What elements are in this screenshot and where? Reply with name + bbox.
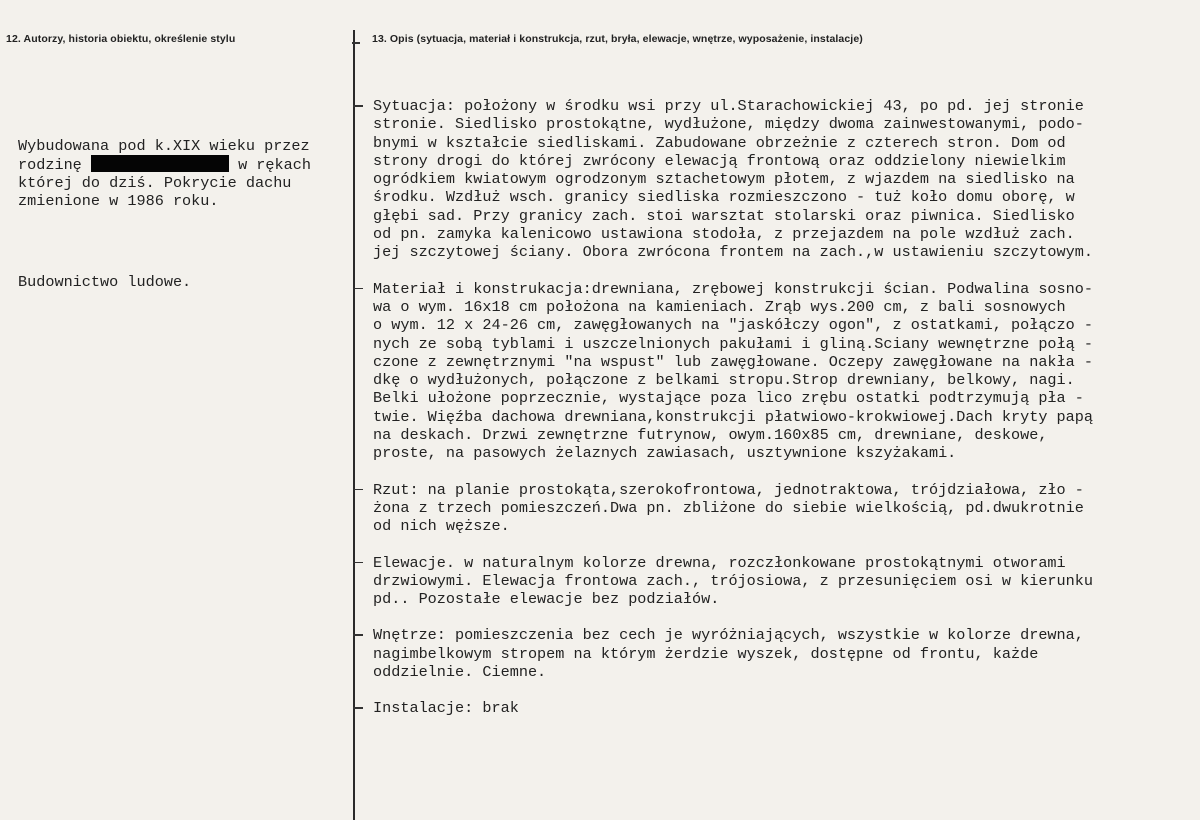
history-paragraph (18, 137, 348, 211)
section-line: czone z zewnętrznymi "na wspust" lub zawęgłowane. Oczepy zawęgłowane na nakła - (373, 352, 1094, 371)
description-section (357, 280, 1197, 463)
bullet-dash (353, 707, 363, 709)
bullet-dash (353, 489, 363, 491)
section-line: ogródkiem kwiatowym ogrodzonym sztachetowym płotem, z wjazdem na siedlisko na (373, 170, 1075, 189)
bullet-dash (353, 562, 363, 564)
section-line: Rzut: na planie prostokąta,szerokofrontowa, jednotraktowa, trójdziałowa, zło - (373, 480, 1084, 499)
section-line: Belki ułożone poprzecznie, wystające poza lico zrębu ostatki podtrzymują pła - (373, 389, 1084, 408)
history-line-end: w rękach (238, 155, 311, 174)
section-line: Wnętrze: pomieszczenia bez cech je wyróżniających, wszystkie w kolorze drewna, (373, 626, 1084, 645)
description-section (357, 97, 1197, 262)
description-section (357, 481, 1197, 536)
section-text (357, 699, 1197, 717)
section-line: dkę o wydłużonych, połączone z belkami stropu.Strop drewniany, belkowy, nagi. (373, 371, 1075, 390)
section-text (357, 481, 1197, 536)
section-line: środku. Wzdłuż wsch. granicy siedliska rozmieszczono - tuż koło domu oborę, w (373, 188, 1075, 207)
section-13-header: 13. Opis (sytuacja, materiał i konstrukcja, rzut, bryła, elewacje, wnętrze, wyposażenie, instalacje) (372, 33, 863, 45)
style-paragraph: Budownictwo ludowe. (18, 273, 192, 292)
section-line: Elewacje. w naturalnym kolorze drewna, rozczłonkowane prostokątnymi otworami (373, 553, 1066, 572)
section-line: żona z trzech pomieszczeń.Dwa pn. zbliżone do siebie wielkością, pd.dwukrotnie (373, 498, 1084, 517)
history-line: zmienione w 1986 roku. (18, 192, 219, 211)
section-line: nych ze sobą tyblami i uszczelnionych pakułami i gliną.Sciany wewnętrzne połą - (373, 334, 1094, 353)
divider-tick (352, 42, 360, 44)
section-line: na deskach. Drzwi zewnętrzne futrynow, owym.160x85 cm, drewniane, deskowe, (373, 426, 1048, 445)
section-line: jej szczytowej ściany. Obora zwrócona frontem na zach.,w ustawieniu szczytowym. (373, 243, 1094, 262)
section-line: proste, na pasowych żelaznych zawiasach, usztywnione kszyżakami. (373, 444, 957, 463)
section-12-header: 12. Autorzy, historia obiektu, określenie stylu (6, 33, 236, 45)
section-line: strony drogi do której zwrócony elewacją frontową oraz oddzielony niewielkim (373, 151, 1066, 170)
history-line: Wybudowana pod k.XIX wieku przez (18, 136, 310, 155)
section-line: od nich węższe. (373, 517, 510, 536)
section-text (357, 97, 1197, 262)
history-column (18, 100, 348, 310)
section-line: drzwiowymi. Elewacja frontowa zach., trójosiowa, z przesunięciem osi w kierunku (373, 571, 1094, 590)
section-line: bnymi w kształcie siedliskami. Zabudowane obrzeżnie z czterech stron. Dom od (373, 133, 1066, 152)
section-line: pd.. Pozostałe elewacje bez podziałów. (373, 590, 720, 609)
redaction-block (91, 155, 229, 172)
section-text (357, 626, 1197, 681)
bullet-dash (353, 105, 363, 107)
description-section (357, 626, 1197, 681)
column-divider (353, 30, 355, 820)
history-line: której do dziś. Pokrycie dachu (18, 174, 292, 193)
bullet-dash (353, 634, 363, 636)
section-line: głębi sad. Przy granicy zach. stoi warsztat stolarski oraz piwnica. Siedlisko (373, 206, 1075, 225)
description-column (357, 97, 1197, 718)
section-text (357, 280, 1197, 463)
section-line: oddzielnie. Ciemne. (373, 663, 547, 682)
section-line: Materiał i konstrukacja:drewniana, zrębowej konstrukcji ścian. Podwalina sosno- (373, 279, 1094, 298)
description-section (357, 699, 1197, 717)
bullet-dash (353, 288, 363, 290)
section-line: nagimbelkowym stropem na którym żerdzie wyszek, dostępne od frontu, każde (373, 644, 1039, 663)
section-line: twie. Więźba dachowa drewniana,konstrukcji płatwiowo-krokwiowej.Dach kryty papą (373, 407, 1094, 426)
section-line: Instalacje: brak (373, 699, 519, 718)
section-line: o wym. 12 x 24-26 cm, zawęgłowanych na "jaskółczy ogon", z ostatkami, połączo - (373, 316, 1094, 335)
section-line: Sytuacja: położony w środku wsi przy ul.Starachowickiej 43, po pd. jej stronie (373, 97, 1084, 115)
section-line: od pn. zamyka kalenicowo ustawiona stodoła, z przejazdem na pole wzdłuż zach. (373, 225, 1075, 244)
section-line: stronie. Siedlisko prostokątne, wydłużone, między dwoma zainwestowanymi, podo- (373, 115, 1084, 134)
description-section (357, 554, 1197, 609)
section-line: wa o wym. 16x18 cm położona na kamieniach. Zrąb wys.200 cm, z bali sosnowych (373, 297, 1066, 316)
section-text (357, 554, 1197, 609)
history-line-redacted (18, 155, 348, 174)
history-line-start: rodzinę (18, 155, 82, 174)
